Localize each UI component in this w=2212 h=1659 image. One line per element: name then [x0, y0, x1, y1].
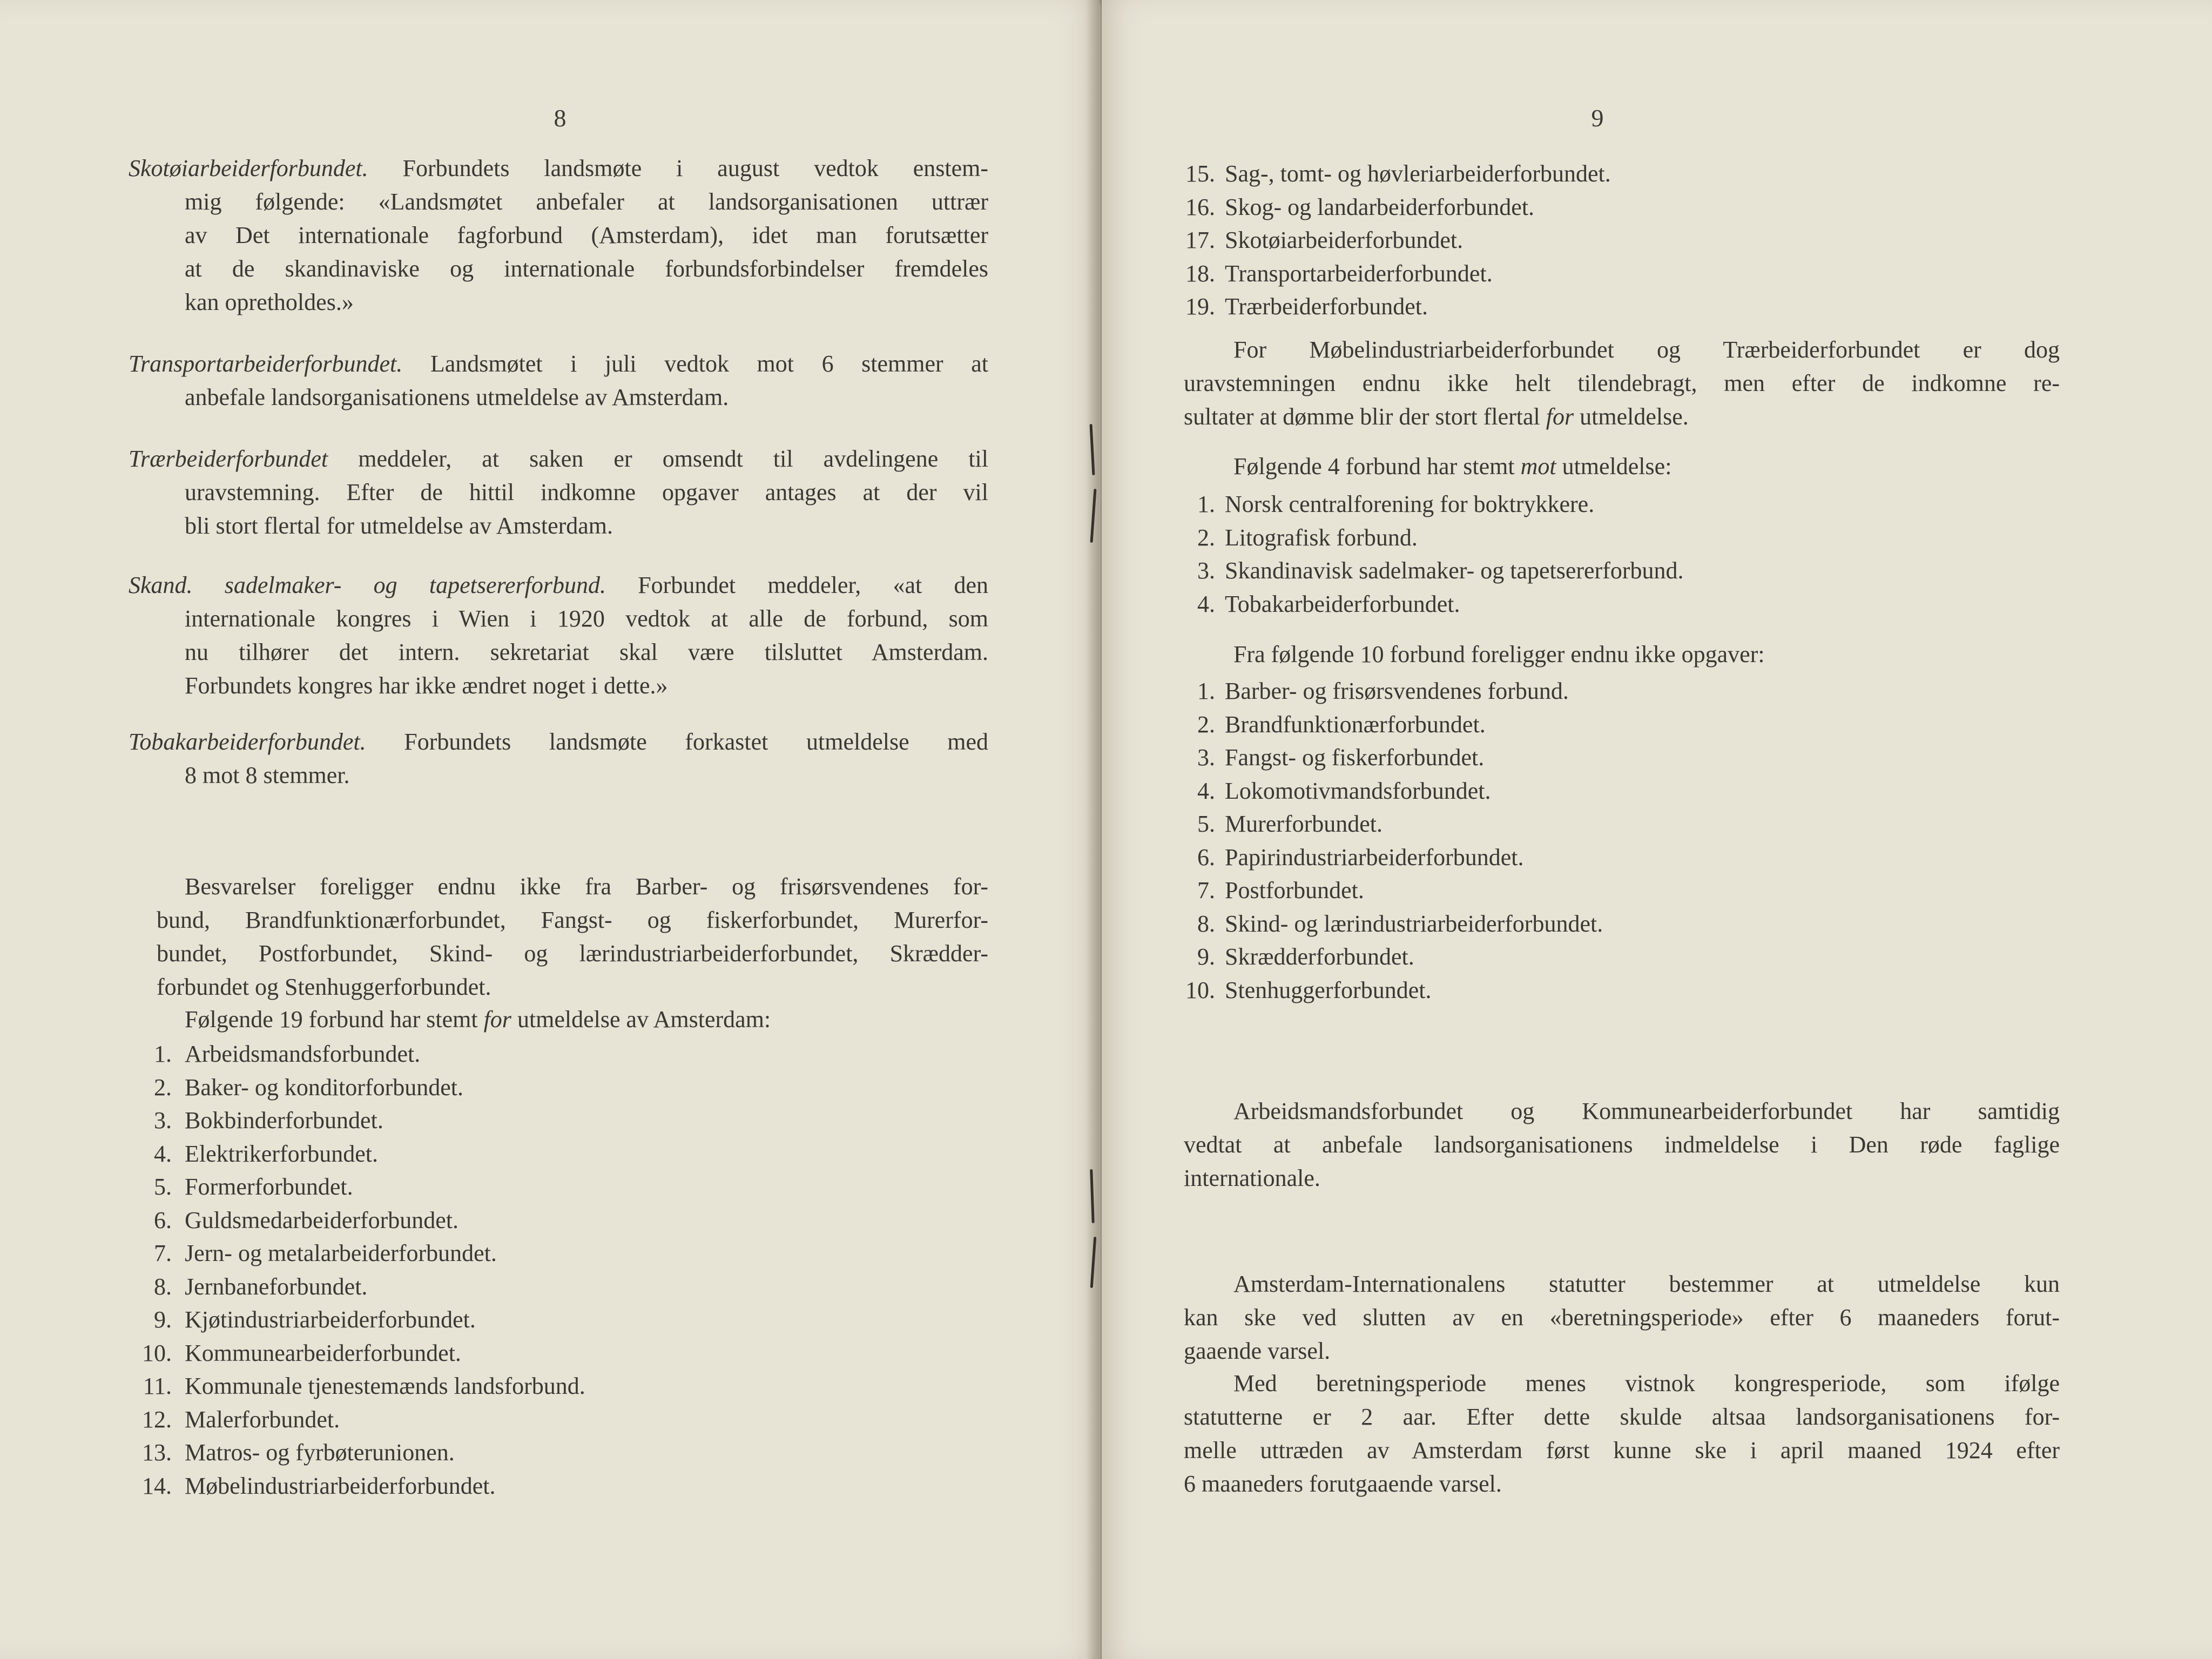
list-number: 7.	[1197, 877, 1215, 903]
paragraph-line: at de skandinaviske og internationale forbundsforbindelser fremdeles	[185, 255, 988, 282]
list-item: Sag-, tomt- og høvleriarbeiderforbundet.	[1225, 160, 1611, 187]
list-number: 6.	[154, 1206, 172, 1233]
list-item: Bokbinderforbundet.	[185, 1107, 383, 1134]
list-number: 10.	[1185, 976, 1215, 1003]
paragraph-line	[129, 730, 988, 754]
text-span: Forbundets landsmøte forkastet utmeldelse med	[404, 729, 989, 755]
list-number: 4.	[154, 1140, 172, 1167]
list-number: 1.	[1197, 678, 1215, 704]
list-number: 8.	[154, 1273, 172, 1300]
paragraph-line	[129, 574, 988, 597]
paragraph-line: kan opretholdes.»	[185, 289, 354, 315]
list-number: 9.	[1197, 943, 1215, 970]
paragraph-line: For Møbelindustriarbeiderforbundet og Trærbeiderforbundet er dog	[1233, 336, 2060, 363]
list-number: 8.	[1197, 910, 1215, 937]
paragraph-line: internationale kongres i Wien i 1920 vedtok at alle de forbund, som	[185, 605, 988, 632]
list-item: Arbeidsmandsforbundet.	[185, 1041, 421, 1067]
list-item: Møbelindustriarbeiderforbundet.	[185, 1472, 496, 1499]
union-name: Transportarbeiderforbundet.	[129, 350, 403, 377]
list-item: Matros- og fyrbøterunionen.	[185, 1439, 455, 1466]
paragraph-line: uravstemning. Efter de hittil indkomne opgaver antages at der vil	[185, 479, 988, 505]
paragraph-line: gaaende varsel.	[1184, 1338, 1331, 1364]
list-number: 11.	[143, 1373, 172, 1399]
list-item: Jernbaneforbundet.	[185, 1273, 368, 1300]
list-number: 7.	[154, 1240, 172, 1266]
list-number: 16.	[1185, 193, 1215, 220]
list-item: Skog- og landarbeiderforbundet.	[1225, 193, 1535, 220]
list-item: Norsk centralforening for boktrykkere.	[1225, 491, 1595, 517]
paragraph-line: 8 mot 8 stemmer.	[185, 762, 350, 788]
list-number: 2.	[1197, 711, 1215, 738]
paragraph-line: bundet, Postforbundet, Skind- og lærindustriarbeiderforbundet, Skrædder-	[157, 940, 988, 967]
list-item: Skandinavisk sadelmaker- og tapetsererforbund.	[1225, 557, 1684, 584]
list-intro	[1233, 455, 1671, 478]
paragraph-line: Besvarelser foreligger endnu ikke fra Barber- og frisørsvendenes for-	[185, 873, 988, 900]
list-item: Baker- og konditorforbundet.	[185, 1074, 463, 1101]
text-span: Forbundet meddeler, «at den	[638, 572, 988, 598]
list-number: 6.	[1197, 844, 1215, 871]
emphasis: mot	[1520, 453, 1556, 480]
paragraph-line: nu tilhører det intern. sekretariat skal være tilsluttet Amsterdam.	[185, 639, 988, 665]
emphasis: for	[1546, 403, 1574, 430]
paragraph-line: 6 maaneders forutgaaende varsel.	[1184, 1471, 1502, 1497]
list-item: Trærbeiderforbundet.	[1225, 293, 1428, 320]
union-name: Skotøiarbeiderforbundet.	[129, 155, 368, 181]
list-number: 3.	[1197, 744, 1215, 771]
list-number: 19.	[1185, 293, 1215, 320]
list-item: Formerforbundet.	[185, 1174, 353, 1200]
right-page	[1102, 0, 2212, 1659]
paragraph-line: mig følgende: «Landsmøtet anbefaler at landsorganisationen uttrær	[185, 188, 988, 215]
list-item: Papirindustriarbeiderforbundet.	[1225, 844, 1524, 871]
list-item: Postforbundet.	[1225, 877, 1364, 903]
paragraph-line: av Det internationale fagforbund (Amsterdam), idet man forutsætter	[185, 222, 988, 248]
text-span: utmeldelse.	[1580, 403, 1689, 430]
list-number: 13.	[142, 1439, 172, 1466]
list-number: 9.	[154, 1306, 172, 1333]
paragraph-line: melle uttræden av Amsterdam først kunne ske i april maaned 1924 efter	[1184, 1437, 2060, 1464]
list-intro	[185, 1008, 771, 1031]
paragraph-line: Arbeidsmandsforbundet og Kommunearbeiderforbundet har samtidig	[1233, 1098, 2060, 1124]
list-number: 1.	[154, 1041, 172, 1067]
list-number: 3.	[154, 1107, 172, 1134]
list-item: Murerforbundet.	[1225, 811, 1383, 837]
list-item: Kommunale tjenestemænds landsforbund.	[185, 1373, 585, 1399]
list-item: Jern- og metalarbeiderforbundet.	[185, 1240, 497, 1266]
list-item: Skotøiarbeiderforbundet.	[1225, 227, 1464, 253]
paragraph-line: statutterne er 2 aar. Efter dette skulde altsaa landsorganisationens for-	[1184, 1404, 2060, 1430]
paragraph-line	[1184, 405, 1689, 429]
list-intro: Fra følgende 10 forbund foreligger endnu ikke opgaver:	[1233, 641, 1765, 667]
list-number: 4.	[1197, 777, 1215, 804]
union-name: Tobakarbeiderforbundet.	[129, 729, 366, 755]
list-number: 18.	[1185, 260, 1215, 287]
list-number: 5.	[1197, 811, 1215, 837]
paragraph-line: bli stort flertal for utmeldelse av Amsterdam.	[185, 512, 613, 539]
list-item: Kommunearbeiderforbundet.	[185, 1339, 461, 1366]
list-item: Fangst- og fiskerforbundet.	[1225, 744, 1485, 771]
list-item: Lokomotivmandsforbundet.	[1225, 777, 1491, 804]
paragraph-line: uravstemningen endnu ikke helt tilendebragt, men efter de indkomne re-	[1184, 370, 2060, 396]
list-item: Skrædderforbundet.	[1225, 943, 1414, 970]
text-span: Følgende 19 forbund har stemt	[185, 1006, 478, 1033]
paragraph-line: forbundet og Stenhuggerforbundet.	[157, 974, 491, 1000]
text-span: utmeldelse:	[1562, 453, 1672, 480]
list-item: Guldsmedarbeiderforbundet.	[185, 1206, 459, 1233]
paragraph-line: Amsterdam-Internationalens statutter bestemmer at utmeldelse kun	[1233, 1271, 2060, 1297]
paragraph-line	[129, 447, 988, 471]
list-number: 12.	[142, 1406, 172, 1433]
list-number: 4.	[1197, 590, 1215, 617]
list-item: Tobakarbeiderforbundet.	[1225, 590, 1460, 617]
list-number: 1.	[1197, 491, 1215, 517]
list-item: Skind- og lærindustriarbeiderforbundet.	[1225, 910, 1603, 937]
paragraph-line: Forbundets kongres har ikke ændret noget i dette.»	[185, 672, 668, 699]
list-item: Malerforbundet.	[185, 1406, 340, 1433]
list-item: Elektrikerforbundet.	[185, 1140, 378, 1167]
paragraph-line: vedtat at anbefale landsorganisationens indmeldelse i Den røde faglige	[1184, 1131, 2060, 1158]
list-number: 14.	[142, 1472, 172, 1499]
list-item: Litografisk forbund.	[1225, 524, 1418, 551]
paragraph-line: bund, Brandfunktionærforbundet, Fangst- og fiskerforbundet, Murerfor-	[157, 907, 988, 933]
paragraph-line: internationale.	[1184, 1165, 1320, 1191]
list-item: Barber- og frisørsvendenes forbund.	[1225, 678, 1569, 704]
text-span: Følgende 4 forbund har stemt	[1233, 453, 1515, 480]
list-item: Transportarbeiderforbundet.	[1225, 260, 1493, 287]
list-number: 15.	[1185, 160, 1215, 187]
list-item: Stenhuggerforbundet.	[1225, 976, 1432, 1003]
list-item: Brandfunktionærforbundet.	[1225, 711, 1486, 738]
text-span: Landsmøtet i juli vedtok mot 6 stemmer at	[430, 350, 988, 377]
text-span: meddeler, at saken er omsendt til avdelingene til	[358, 446, 989, 472]
list-number: 2.	[1197, 524, 1215, 551]
paragraph-line	[129, 157, 988, 180]
text-span: Forbundets landsmøte i august vedtok enstem-	[402, 155, 989, 181]
emphasis: for	[483, 1006, 511, 1033]
list-item: Kjøtindustriarbeiderforbundet.	[185, 1306, 476, 1333]
paragraph-line: Med beretningsperiode menes vistnok kongresperiode, som ifølge	[1233, 1370, 2060, 1397]
page-number: 8	[554, 104, 567, 132]
list-number: 5.	[154, 1174, 172, 1200]
paragraph-line	[129, 352, 988, 376]
paragraph-line: kan ske ved slutten av en «beretningsperiode» efter 6 maaneders forut-	[1184, 1304, 2060, 1331]
text-span: sultater at dømme blir der stort flertal	[1184, 403, 1540, 430]
list-number: 2.	[154, 1074, 172, 1101]
text-span: utmeldelse av Amsterdam:	[517, 1006, 771, 1033]
page-number: 9	[1591, 104, 1604, 132]
union-name: Skand. sadelmaker- og tapetsererforbund.	[129, 572, 606, 598]
list-number: 10.	[142, 1339, 172, 1366]
list-number: 3.	[1197, 557, 1215, 584]
union-name: Trærbeiderforbundet	[129, 446, 328, 472]
paragraph-line: anbefale landsorganisationens utmeldelse av Amsterdam.	[185, 384, 729, 410]
list-number: 17.	[1185, 227, 1215, 253]
left-page	[0, 0, 1099, 1659]
